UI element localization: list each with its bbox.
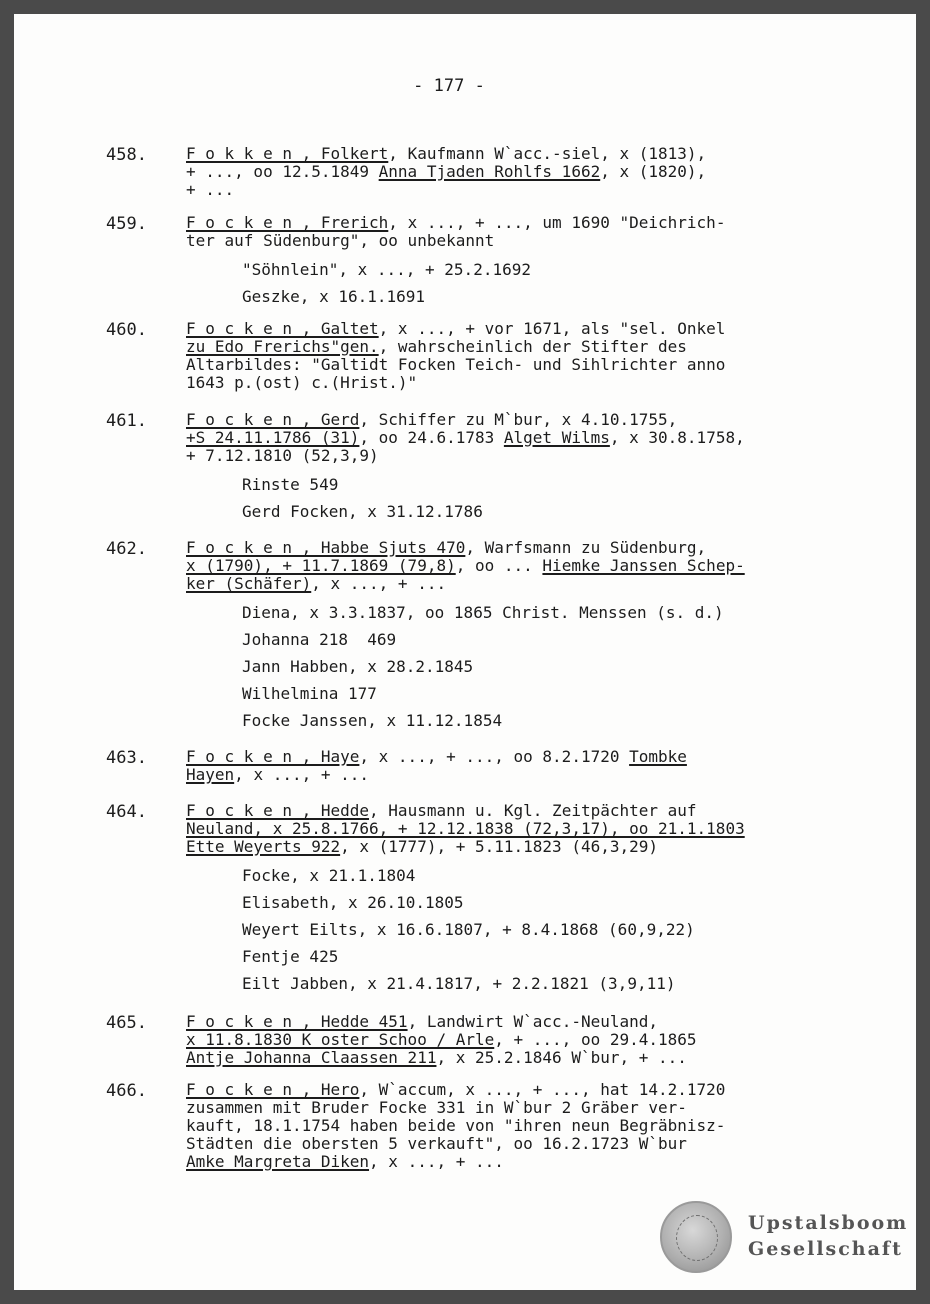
child-line: Weyert Eilts, x 16.6.1807, + 8.4.1868 (60,9,22) [242,920,695,939]
text-segment: , x ..., + ... [234,765,370,784]
entry-number: 466. [106,1081,147,1101]
entry-line [186,232,725,250]
seal-icon [660,1201,732,1273]
entry-text [186,802,745,856]
entry-line [186,1117,725,1135]
text-segment: , x (1820), [600,162,707,181]
entry-number: 460. [106,320,147,340]
page-number: - 177 - [413,76,485,96]
text-segment: , x ..., + ..., oo 8.2.1720 [359,747,630,766]
entry-number: 458. [106,145,147,165]
underlined-text: F o c k e n , Habbe Sjuts 470 [186,538,466,557]
underlined-text: Hayen [186,765,235,784]
text-segment: , Landwirt W`acc.-Neuland, [407,1012,659,1031]
underlined-text: F o k k e n , Folkert [186,144,389,163]
text-segment: 1643 p.(ost) c.(Hrist.)" [186,373,418,392]
child-line: Elisabeth, x 26.10.1805 [242,893,464,912]
child-line: Rinste 549 [242,475,339,494]
text-segment: + ..., oo 12.5.1849 [186,162,379,181]
text-segment: , oo ... [455,556,543,575]
text-segment: , Schiffer zu M`bur, x 4.10.1755, [359,410,678,429]
child-line: Eilt Jabben, x 21.4.1817, + 2.2.1821 (3,9,11) [242,974,676,993]
text-segment: Altarbildes: "Galtidt Focken Teich- und Sihlrichter anno [186,355,726,374]
entry-number: 459. [106,214,147,234]
entry-line [186,181,706,199]
text-segment: , x ..., + ... [311,574,447,593]
entry-line [186,1153,725,1171]
entry-line [186,338,725,356]
entry-text [186,320,725,392]
text-segment: , x ..., + ... [369,1152,504,1171]
underlined-text: F o c k e n , Hedde 451 [186,1012,408,1031]
entry-line [186,356,725,374]
entry-line [186,447,745,465]
underlined-text: ker (Schäfer) [186,574,312,593]
entry-number: 465. [106,1013,147,1033]
underlined-text: x (1790), + 11.7.1869 (79,8) [186,556,456,575]
underlined-text: zu Edo Frerichs"gen. [186,337,379,356]
child-line: Wilhelmina 177 [242,684,377,703]
text-segment: , Kaufmann W`acc.-siel, x (1813), [388,144,707,163]
document-page [14,14,916,1290]
underlined-text: Anna Tjaden Rohlfs 1662 [378,162,601,181]
entry-line [186,1049,697,1067]
child-line: Jann Habben, x 28.2.1845 [242,657,474,676]
entry-line [186,163,706,181]
child-line: "Söhnlein", x ..., + 25.2.1692 [242,260,531,279]
text-segment: zusammen mit Bruder Focke 331 in W`bur 2 Gräber ver- [186,1098,687,1117]
text-segment: , wahrscheinlich der Stifter des [378,337,687,356]
child-line: Fentje 425 [242,947,339,966]
underlined-text: Hiemke Janssen Schep- [542,556,745,575]
text-segment: + 7.12.1810 (52,3,9) [186,446,379,465]
entry-line [186,374,725,392]
text-segment: , x 30.8.1758, [609,428,745,447]
child-line: Johanna 218 469 [242,630,397,649]
entry-number: 462. [106,539,147,559]
brand-line-2: Gesellschaft [748,1238,903,1260]
entry-text [186,539,745,593]
text-segment: , x ..., + ..., um 1690 "Deichrich- [388,213,726,232]
entry-line [186,748,687,766]
entry-line [186,1013,697,1031]
underlined-text: Ette Weyerts 922 [186,837,341,856]
child-line: Gerd Focken, x 31.12.1786 [242,502,483,521]
entry-line [186,539,745,557]
text-segment: , W`accum, x ..., + ..., hat 14.2.1720 [359,1080,726,1099]
text-segment: , x 25.2.1846 W`bur, + ... [436,1048,687,1067]
entry-text [186,748,687,784]
entry-line [186,320,725,338]
underlined-text: Alget Wilms [503,428,610,447]
text-segment: , oo 24.6.1783 [359,428,504,447]
underlined-text: F o c k e n , Galtet [186,319,379,338]
text-segment: , + ..., oo 29.4.1865 [494,1030,697,1049]
entry-number: 461. [106,411,147,431]
underlined-text: F o c k e n , Hedde [186,801,370,820]
child-line: Geszke, x 16.1.1691 [242,287,426,306]
entry-text [186,1013,697,1067]
entry-number: 464. [106,802,147,822]
brand-line-1: Upstalsboom [748,1212,909,1234]
underlined-text: Neuland, x 25.8.1766, + 12.12.1838 (72,3,17), oo 21.1.1803 [186,819,745,838]
entry-number: 463. [106,748,147,768]
underlined-text: Amke Margreta Diken [186,1152,370,1171]
entry-line [186,802,745,820]
text-segment: kauft, 18.1.1754 haben beide von "ihren neun Begräbnisz- [186,1116,726,1135]
text-segment: , Hausmann u. Kgl. Zeitpächter auf [369,801,697,820]
text-segment: ter auf Südenburg", oo unbekannt [186,231,495,250]
entry-line [186,820,745,838]
text-segment: + ... [186,180,235,199]
underlined-text: +S 24.11.1786 (31) [186,428,360,447]
entry-line [186,766,687,784]
child-line: Focke Janssen, x 11.12.1854 [242,711,503,730]
underlined-text: F o c k e n , Haye [186,747,360,766]
text-segment: , x ..., + vor 1671, als "sel. Onkel [378,319,726,338]
entry-text [186,214,725,250]
entry-line [186,838,745,856]
text-segment: , Warfsmann zu Südenburg, [465,538,707,557]
entry-line [186,214,725,232]
entry-line [186,429,745,447]
entry-line [186,575,745,593]
text-segment: Städten die obersten 5 verkauft", oo 16.2.1723 W`bur [186,1134,687,1153]
child-line: Focke, x 21.1.1804 [242,866,416,885]
underlined-text: F o c k e n , Hero [186,1080,360,1099]
entry-line [186,557,745,575]
entry-line [186,145,706,163]
entry-line [186,1031,697,1049]
entry-text [186,1081,725,1171]
underlined-text: F o c k e n , Frerich [186,213,389,232]
underlined-text: Antje Johanna Claassen 211 [186,1048,437,1067]
entry-text [186,145,706,199]
entry-line [186,1081,725,1099]
underlined-text: x 11.8.1830 K oster Schoo / Arle [186,1030,495,1049]
text-segment: , x (1777), + 5.11.1823 (46,3,29) [340,837,659,856]
underlined-text: Tombke [629,747,687,766]
child-line: Diena, x 3.3.1837, oo 1865 Christ. Menssen (s. d.) [242,603,724,622]
entry-text [186,411,745,465]
entry-line [186,1135,725,1153]
underlined-text: F o c k e n , Gerd [186,410,360,429]
entry-line [186,411,745,429]
entry-line [186,1099,725,1117]
